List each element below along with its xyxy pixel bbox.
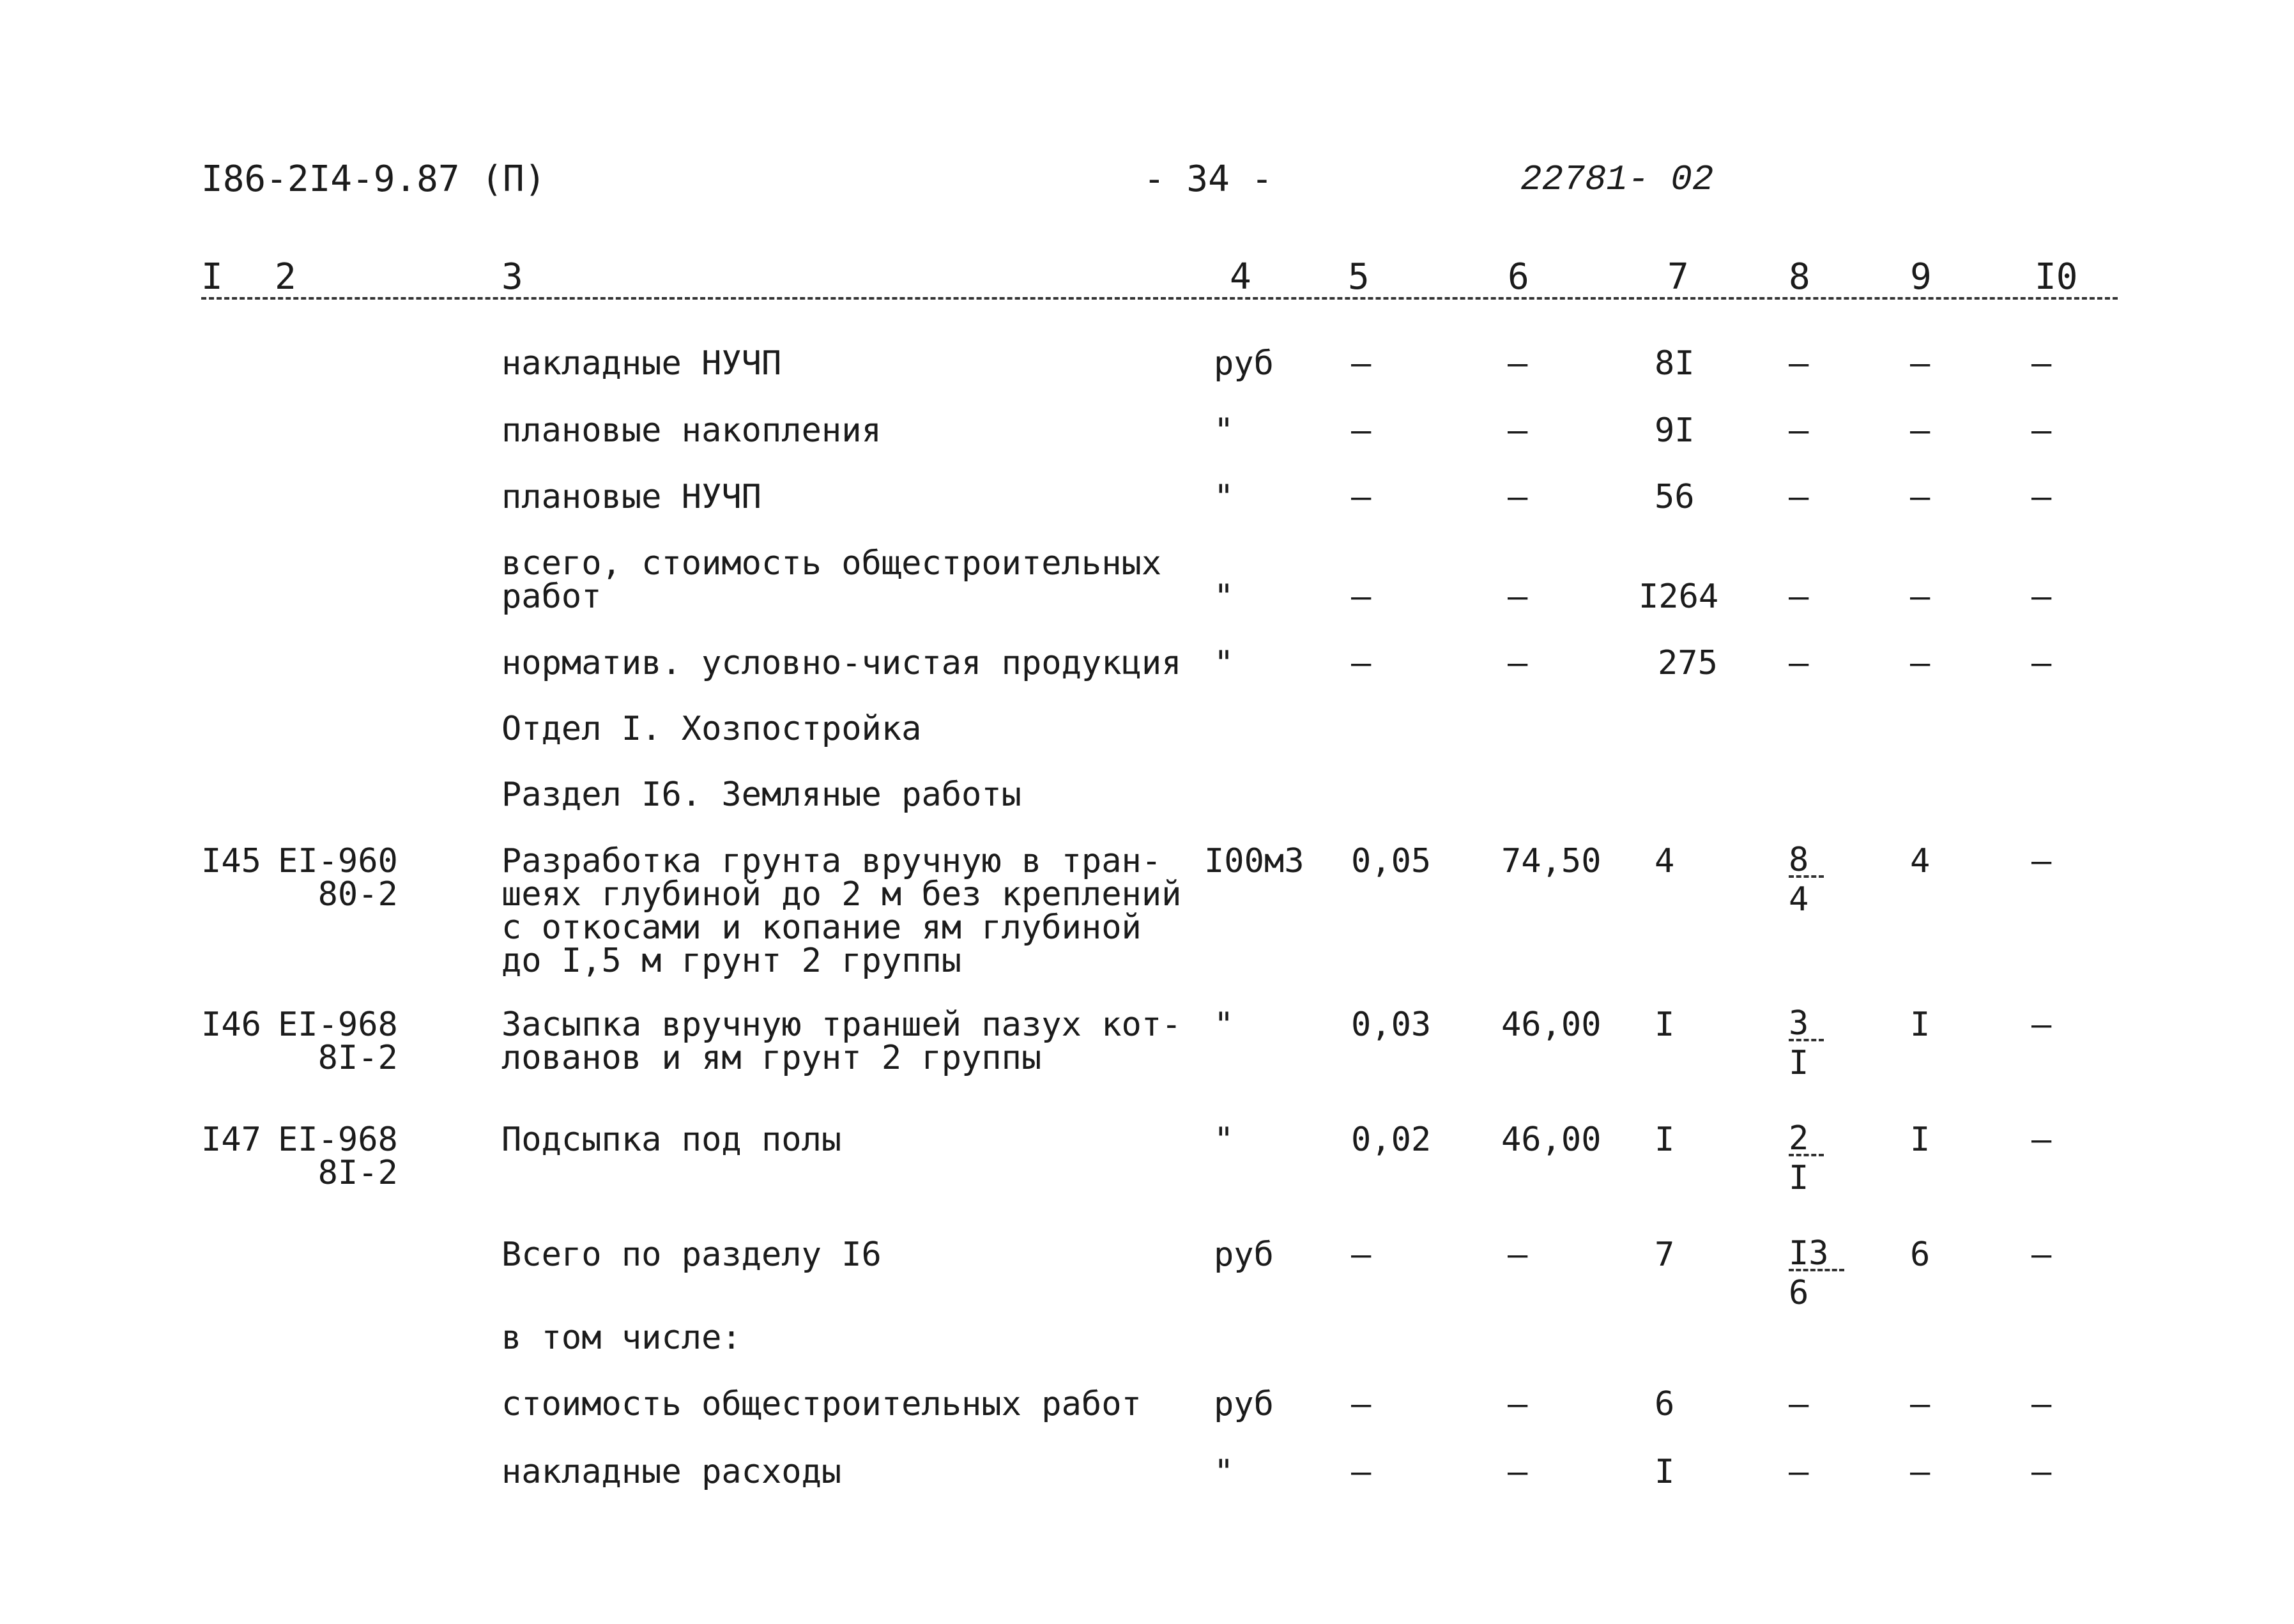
total-col8-fraction xyxy=(1789,1234,1844,1312)
column-header-1: I xyxy=(201,256,223,298)
column-header-2: 2 xyxy=(275,256,296,298)
item-unit-price: 46,00 xyxy=(1501,1006,1602,1044)
row-col10: – xyxy=(2031,644,2052,682)
row-col8: – xyxy=(1789,478,1809,516)
total-name: Всего по разделу I6 xyxy=(501,1236,882,1274)
item-unit: " xyxy=(1214,1006,1234,1044)
row-col10: – xyxy=(2031,478,2052,516)
row-col5: – xyxy=(1351,1453,1372,1491)
item-number: I46 xyxy=(201,1006,261,1044)
row-col5: – xyxy=(1351,344,1372,383)
row-col9: – xyxy=(1910,644,1931,682)
fraction-numerator: I3 xyxy=(1789,1238,1844,1271)
item-description: Разработка грунта вручную в тран- шеях глубиной до 2 м без креплений с откосами и копание ям глубиной до I,5 м грунт 2 группы xyxy=(501,842,1182,980)
row-name: плановые накопления xyxy=(501,411,882,450)
fraction-numerator: 8 xyxy=(1789,845,1824,878)
row-col6: – xyxy=(1508,1385,1528,1423)
row-col8: – xyxy=(1789,578,1809,616)
item-unit-price: 46,00 xyxy=(1501,1121,1602,1159)
row-unit: " xyxy=(1214,644,1234,682)
item-number: I47 xyxy=(201,1121,261,1159)
row-name: накладные расходы xyxy=(501,1453,842,1491)
row-col9: – xyxy=(1910,578,1931,616)
column-header-4: 4 xyxy=(1230,256,1251,298)
row-col6: – xyxy=(1508,1453,1528,1491)
row-col6: – xyxy=(1508,644,1528,682)
row-name: всего, стоимость общестроительных работ xyxy=(501,544,1162,616)
row-col9: – xyxy=(1910,344,1931,383)
column-header-7: 7 xyxy=(1667,256,1689,298)
row-col7: 8I xyxy=(1655,344,1695,383)
row-unit: руб xyxy=(1214,1385,1274,1423)
document-number: 22781- 02 xyxy=(1520,159,1714,200)
column-header-10: I0 xyxy=(2035,256,2078,298)
item-col8-fraction xyxy=(1789,1119,1824,1197)
item-unit: " xyxy=(1214,1121,1234,1159)
row-col6: – xyxy=(1508,411,1528,450)
item-col10: – xyxy=(2031,1121,2052,1159)
item-code: EI-968 8I-2 xyxy=(278,1121,398,1192)
fraction-denominator: I xyxy=(1789,1044,1809,1082)
row-name: норматив. условно-чистая продукция xyxy=(501,644,1182,682)
row-col5: – xyxy=(1351,478,1372,516)
fraction-denominator: 6 xyxy=(1789,1274,1809,1312)
row-col8: – xyxy=(1789,1453,1809,1491)
page-number: - 34 - xyxy=(1143,158,1273,200)
row-col10: – xyxy=(2031,578,2052,616)
item-unit-price: 74,50 xyxy=(1501,842,1602,880)
item-number: I45 xyxy=(201,842,261,880)
fraction-denominator: 4 xyxy=(1789,880,1809,919)
row-col8: – xyxy=(1789,344,1809,383)
total-col5: – xyxy=(1351,1236,1372,1274)
document-code: I86-2I4-9.87 (П) xyxy=(201,158,546,200)
total-col6: – xyxy=(1508,1236,1528,1274)
item-unit: I00м3 xyxy=(1204,842,1304,880)
header-rule xyxy=(201,297,2118,300)
row-col6: – xyxy=(1508,344,1528,383)
item-quantity: 0,03 xyxy=(1351,1006,1432,1044)
item-quantity: 0,05 xyxy=(1351,842,1432,880)
row-col5: – xyxy=(1351,1385,1372,1423)
item-code: EI-968 8I-2 xyxy=(278,1006,398,1077)
row-name: плановые НУЧП xyxy=(501,478,761,516)
row-col6: – xyxy=(1508,578,1528,616)
row-unit: " xyxy=(1214,411,1234,450)
department-heading: Отдел I. Хозпостройка xyxy=(501,710,922,748)
item-description: Подсыпка под полы xyxy=(501,1121,842,1159)
row-col9: – xyxy=(1910,1453,1931,1491)
row-col7: I264 xyxy=(1639,578,1719,616)
row-col10: – xyxy=(2031,411,2052,450)
row-col10: – xyxy=(2031,344,2052,383)
row-name: стоимость общестроительных работ xyxy=(501,1385,1142,1423)
item-col7: I xyxy=(1655,1006,1675,1044)
column-header-8: 8 xyxy=(1789,256,1810,298)
item-col10: – xyxy=(2031,1006,2052,1044)
row-col7: 9I xyxy=(1655,411,1695,450)
row-col10: – xyxy=(2031,1453,2052,1491)
item-col8-fraction xyxy=(1789,841,1824,919)
total-unit: руб xyxy=(1214,1236,1274,1274)
item-col7: I xyxy=(1655,1121,1675,1159)
row-unit: " xyxy=(1214,478,1234,516)
item-col9: 4 xyxy=(1910,842,1931,880)
total-col7: 7 xyxy=(1655,1236,1675,1274)
item-col7: 4 xyxy=(1655,842,1675,880)
row-col10: – xyxy=(2031,1385,2052,1423)
column-header-6: 6 xyxy=(1508,256,1529,298)
item-col9: I xyxy=(1910,1006,1931,1044)
row-col7: I xyxy=(1655,1453,1675,1491)
item-col8-fraction xyxy=(1789,1004,1824,1082)
row-name: накладные НУЧП xyxy=(501,344,782,383)
row-col8: – xyxy=(1789,1385,1809,1423)
fraction-numerator: 3 xyxy=(1789,1008,1824,1041)
column-header-5: 5 xyxy=(1348,256,1370,298)
row-col5: – xyxy=(1351,578,1372,616)
item-quantity: 0,02 xyxy=(1351,1121,1432,1159)
fraction-numerator: 2 xyxy=(1789,1123,1824,1156)
section-heading: Раздел I6. Земляные работы xyxy=(501,776,1021,814)
total-col9: 6 xyxy=(1910,1236,1931,1274)
row-unit: " xyxy=(1214,578,1234,616)
item-description: Засыпка вручную траншей пазух кот- лованов и ям грунт 2 группы xyxy=(501,1006,1182,1077)
including-label: в том числе: xyxy=(501,1319,742,1357)
row-col9: – xyxy=(1910,478,1931,516)
row-col7: 56 xyxy=(1655,478,1695,516)
item-code: EI-960 80-2 xyxy=(278,842,398,914)
row-col5: – xyxy=(1351,411,1372,450)
total-col10: – xyxy=(2031,1236,2052,1274)
row-unit: руб xyxy=(1214,344,1274,383)
column-header-9: 9 xyxy=(1910,256,1932,298)
row-col7: 275 xyxy=(1658,644,1718,682)
row-col9: – xyxy=(1910,1385,1931,1423)
row-unit: " xyxy=(1214,1453,1234,1491)
row-col5: – xyxy=(1351,644,1372,682)
row-col8: – xyxy=(1789,411,1809,450)
item-col9: I xyxy=(1910,1121,1931,1159)
row-col8: – xyxy=(1789,644,1809,682)
row-col7: 6 xyxy=(1655,1385,1675,1423)
fraction-denominator: I xyxy=(1789,1159,1809,1197)
row-col6: – xyxy=(1508,478,1528,516)
row-col9: – xyxy=(1910,411,1931,450)
column-header-3: 3 xyxy=(501,256,523,298)
item-col10: – xyxy=(2031,842,2052,880)
